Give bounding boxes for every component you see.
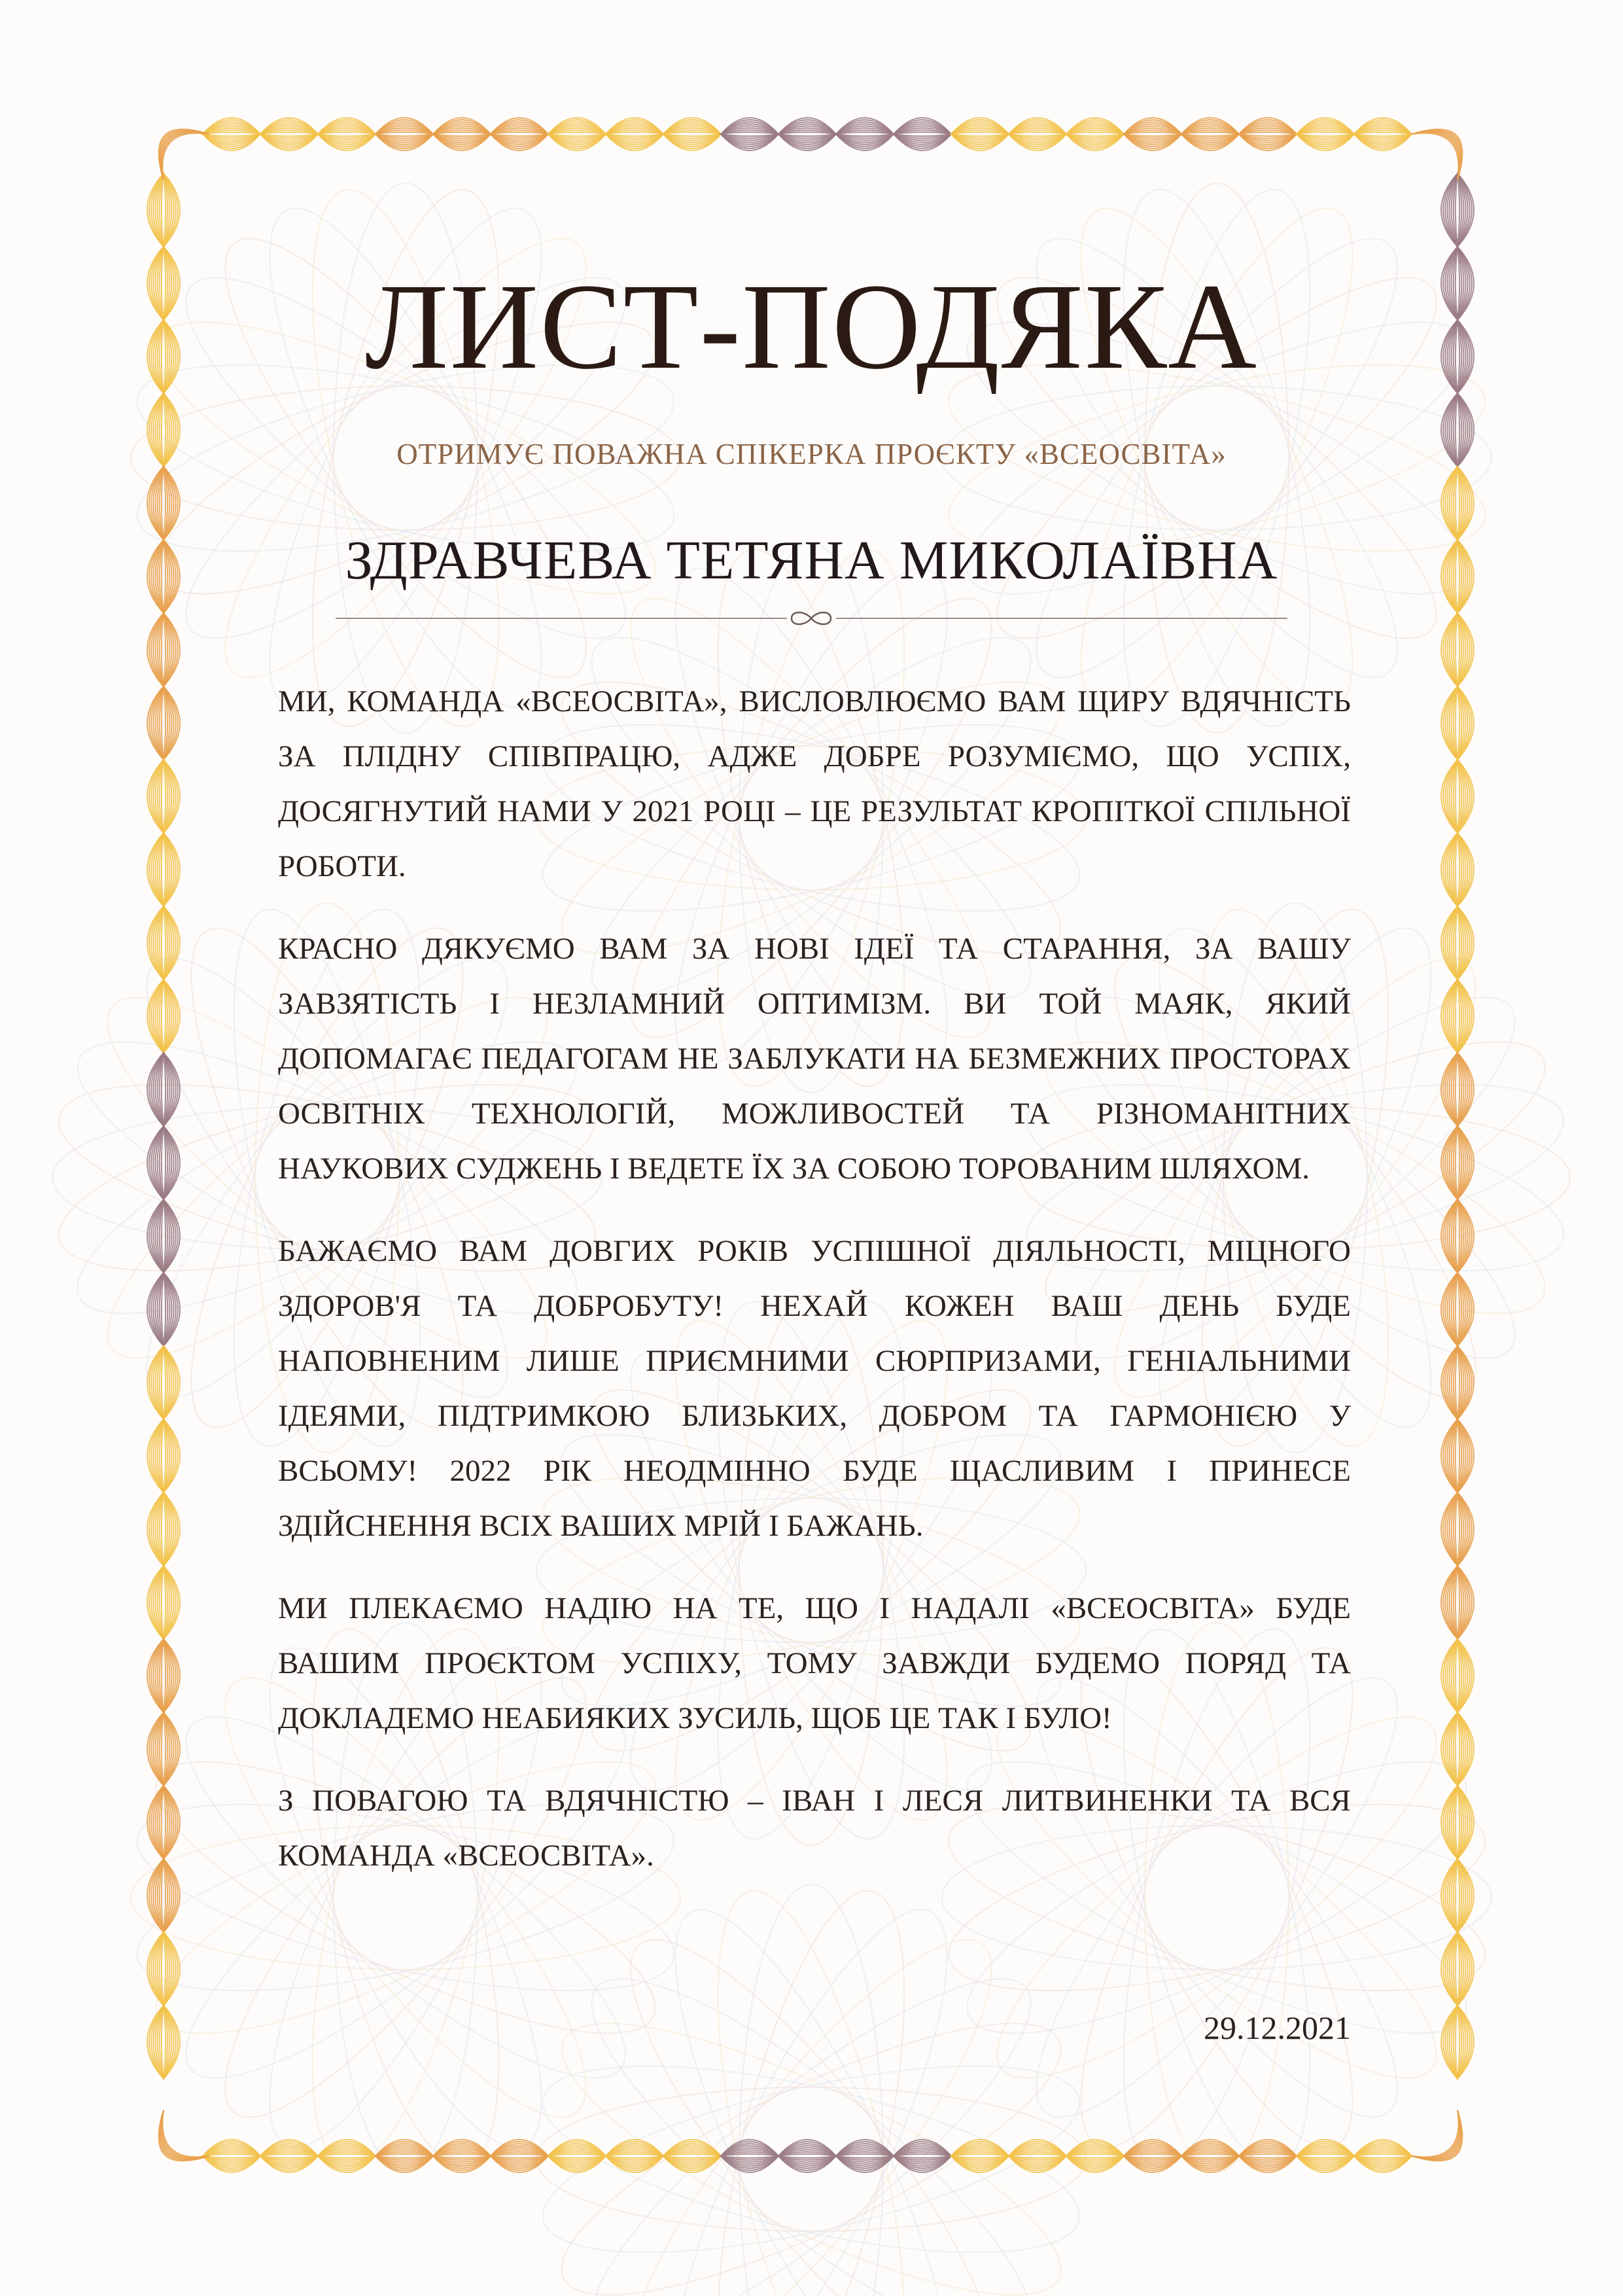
infinity-flourish-icon	[336, 605, 1287, 631]
paragraph-1: МИ, КОМАНДА «ВСЕОСВІТА», ВИСЛОВЛЮЄМО ВАМ ЩИРУ ВДЯЧНІСТЬ ЗА ПЛІДНУ СПІВПРАЦЮ, АДЖЕ ДОБРЕ РОЗУМІЄМО, ЩО УСПІХ, ДОСЯГНУТИЙ НАМИ У 2021 РОЦІ – ЦЕ РЕЗУЛЬТАТ КРОПІТКОЇ СПІЛЬНОЇ РОБОТИ.	[278, 684, 1351, 883]
signature-paragraph: З ПОВАГОЮ ТА ВДЯЧНІСТЮ – ІВАН І ЛЕСЯ ЛИТВИНЕНКИ ТА ВСЯ КОМАНДА «ВСЕОСВІТА».	[278, 1784, 1351, 1873]
paragraph-4: МИ ПЛЕКАЄМО НАДІЮ НА ТЕ, ЩО І НАДАЛІ «ВСЕОСВІТА» БУДЕ ВАШИМ ПРОЄКТОМ УСПІХУ, ТОМУ ЗАВЖДИ БУДЕМО ПОРЯД ТА ДОКЛАДЕМО НЕАБИЯКИХ ЗУСИЛЬ, ЩОБ ЦЕ ТАК І БУЛО!	[278, 1591, 1351, 1735]
certificate-title: ЛИСТ-ПОДЯКА	[364, 258, 1259, 395]
issue-date: 29.12.2021	[1204, 2009, 1351, 2046]
recipient-name: ЗДРАВЧЕВА ТЕТЯНА МИКОЛАЇВНА	[345, 530, 1278, 591]
paragraph-2: КРАСНО ДЯКУЄМО ВАМ ЗА НОВІ ІДЕЇ ТА СТАРАННЯ, ЗА ВАШУ ЗАВЗЯТІСТЬ І НЕЗЛАМНИЙ ОПТИМІЗМ. ВИ ТОЙ МАЯК, ЯКИЙ ДОПОМАГАЄ ПЕДАГОГАМ НЕ ЗАБЛУКАТИ НА БЕЗМЕЖНИХ ПРОСТОРАХ ОСВІТНІХ ТЕХНОЛОГІЙ, МОЖЛИВОСТЕЙ ТА РІЗНОМАНІТНИХ НАУКОВИХ СУДЖЕНЬ І ВЕДЕТЕ ЇХ ЗА СОБОЮ ТОРОВАНИМ ШЛЯХОМ.	[278, 932, 1351, 1186]
paragraph-3: БАЖАЄМО ВАМ ДОВГИХ РОКІВ УСПІШНОЇ ДІЯЛЬНОСТІ, МІЦНОГО ЗДОРОВ'Я ТА ДОБРОБУТУ! НЕХАЙ КОЖЕН ВАШ ДЕНЬ БУДЕ НАПОВНЕНИМ ЛИШЕ ПРИЄМНИМИ СЮРПРИЗАМИ, ГЕНІАЛЬНИМИ ІДЕЯМИ, ПІДТРИМКОЮ БЛИЗЬКИХ, ДОБРОМ ТА ГАРМОНІЄЮ У ВСЬОМУ! 2022 РІК НЕОДМІННО БУДЕ ЩАСЛИВИМ І ПРИНЕСЕ ЗДІЙСНЕННЯ ВСІХ ВАШИХ МРІЙ І БАЖАНЬ.	[278, 1234, 1351, 1543]
certificate-subtitle: ОТРИМУЄ ПОВАЖНА СПІКЕРКА ПРОЄКТУ «ВСЕОСВІТА»	[396, 438, 1227, 470]
letter-body	[278, 674, 1351, 1911]
